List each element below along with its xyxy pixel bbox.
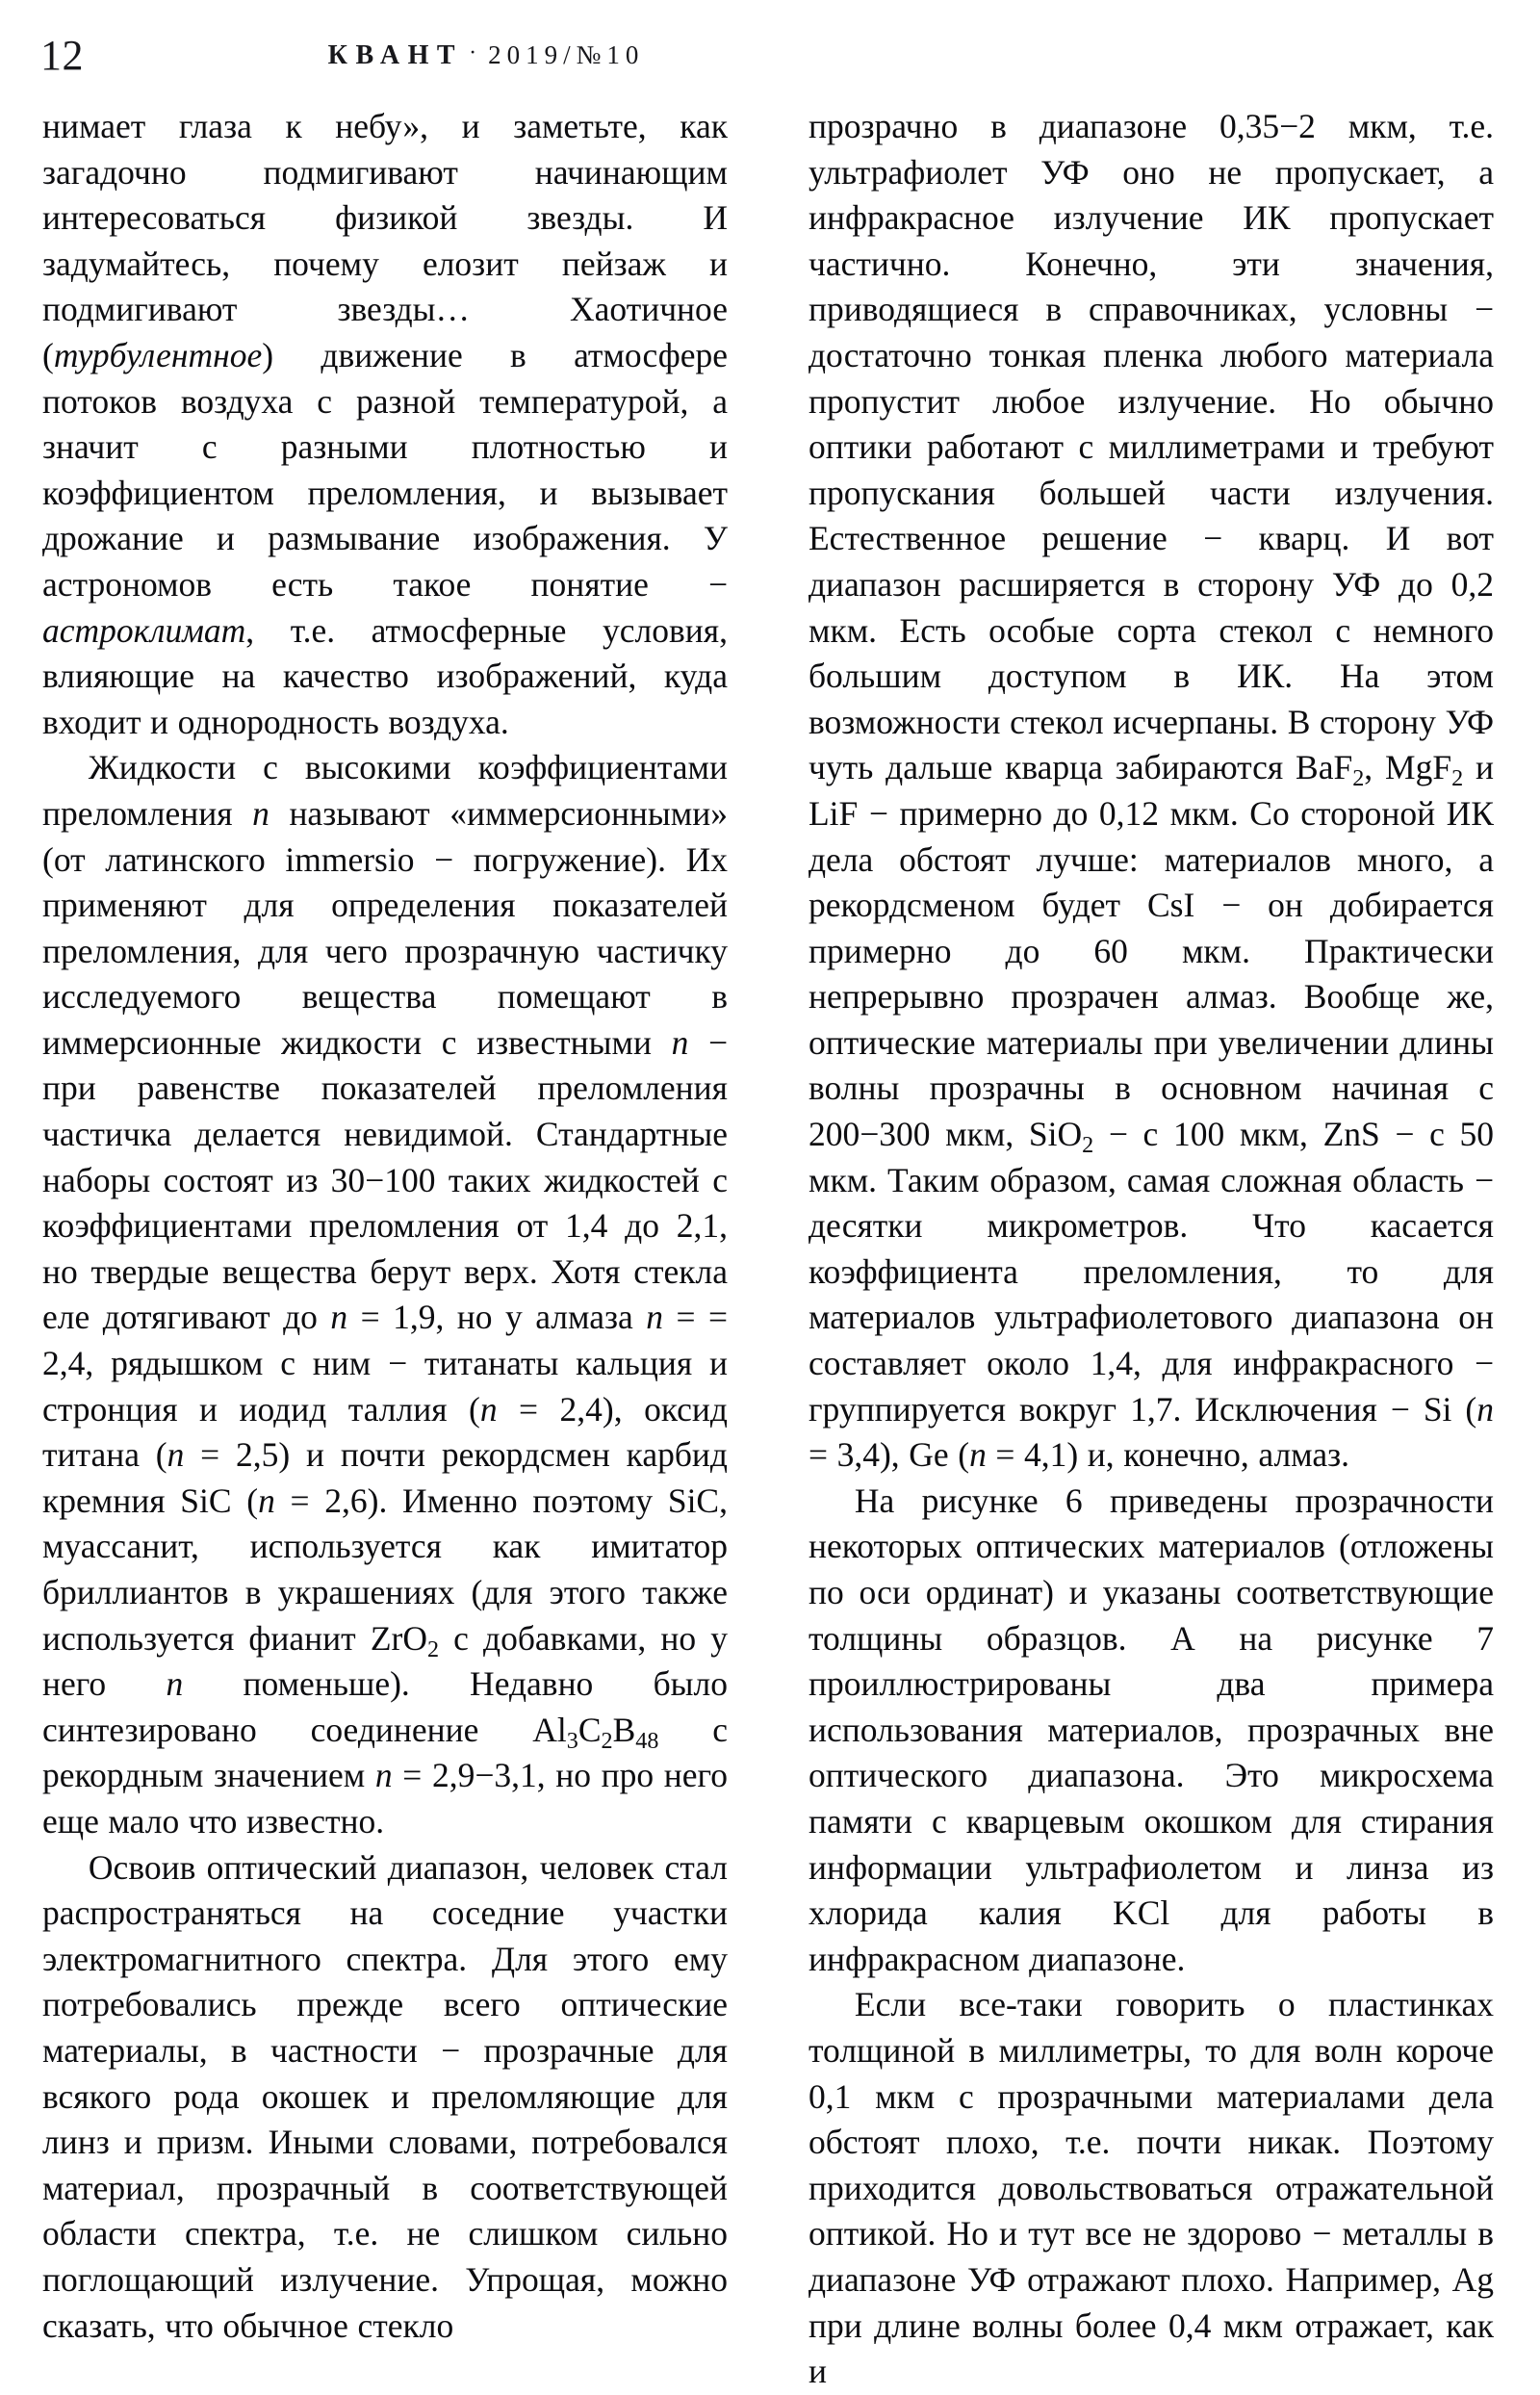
paragraph: Жидкости с высокими коэффициентами преломления n называют «иммерсионными» (от латинского immersio − погружение). Их применяют для определения показателей преломления, для чего прозрачную частичку исследуемого вещества помещают в иммерсионные жидкости с известными n − при равенстве показателей преломления частичка делается невидимой. Стандартные наборы состоят из 30−100 таких жидкостей с коэффициентами преломления от 1,4 до 2,1, но твердые вещества берут верх. Хотя стекла еле дотягивают до n = 1,9, но у алмаза n = = 2,4, рядышком с ним − титанаты кальция и стронция и иодид таллия (n = 2,4), оксид титана (n = 2,5) и почти рекордсмен карбид кремния SiC (n = 2,6). Именно поэтому SiC, муассанит, используется как имитатор бриллиантов в украшениях (для этого также используется фианит ZrO$_2$ с добавками, но у него n поменьше). Недавно было синтезировано соединение $Al_3C_2B_{48}$ с рекордным значением n = 2,9−3,1, но про него еще мало что известно.	[42, 748, 729, 1841]
column-left	[42, 104, 728, 2349]
issue-number: 2019/№10	[488, 40, 645, 69]
running-head	[0, 27, 1540, 94]
column-right	[808, 104, 1494, 2395]
paragraph: На рисунке 6 приведены прозрачности некоторых оптических материалов (отложены по оси ординат) и указаны соответствующие толщины образцов. А на рисунке 7 проиллюстрированы два примера использования материалов, прозрачных вне оптического диапазона. Это микросхема памяти с кварцевым окошком для стирания информации ультрафиолетом и линза из хлорида калия KCl для работы в инфракрасном диапазоне.	[808, 1481, 1494, 1978]
paragraph: нимает глаза к небу», и заметьте, как загадочно подмигивают начинающим интересоваться физикой звезды. И задумайтесь, почему елозит пейзаж и подмигивают звезды… Хаотичное (турбулентное) движение в атмосфере потоков воздуха с разной температурой, а значит с разными плотностью и коэффициентом преломления, и вызывает дрожание и размывание изображения. У астрономов есть такое понятие − астроклимат, т.е. атмосферные условия, влияющие на качество изображений, куда входит и однородность воздуха.	[42, 107, 728, 741]
running-head-separator: ·	[469, 40, 477, 65]
journal-title: КВАНТ	[327, 40, 464, 70]
body-columns	[0, 104, 1540, 2391]
paragraph: прозрачно в диапазоне 0,35−2 мкм, т.е. ультрафиолет УФ оно не пропускает, а инфракрасное излучение ИК пропускает частично. Конечно, эти значения, приводящиеся в справочниках, условны − достаточно тонкая пленка любого материала пропустит любое излучение. Но обычно оптики работают с миллиметрами и требуют пропускания большей части излучения. Естественное решение − кварц. И вот диапазон расширяется в сторону УФ до 0,2 мкм. Есть особые сорта стекол с немного большим доступом в ИК. На этом возможности стекол исчерпаны. В сторону УФ чуть дальше кварца забираются BaF$_2$, MgF$_2$ и LiF − примерно до 0,12 мкм. Со стороной ИК дела обстоят лучше: материалов много, а рекордсменом будет CsI − он добирается примерно до 60 мкм. Практически непрерывно прозрачен алмаз. Вообще же, оптические материалы при увеличении длины волны прозрачны в основном начиная с 200−300 мкм, SiO$_2$ − с 100 мкм, ZnS − с 50 мкм. Таким образом, самая сложная область − десятки микрометров. Что касается коэффициента преломления, то для материалов ультрафиолетового диапазона он составляет около 1,4, для инфракрасного − группируется вокруг 1,7. Исключения − Si (n = 3,4), Ge (n = 4,1) и, конечно, алмаз.	[808, 107, 1494, 1475]
paragraph: Освоив оптический диапазон, человек стал распространяться на соседние участки электромагнитного спектра. Для этого ему потребовались прежде всего оптические материалы, в частности − прозрачные для всякого рода окошек и преломляющие для линз и призм. Иными словами, потребовался материал, прозрачный в соответствующей области спектра, т.е. не слишком сильно поглощающий излучение. Упрощая, можно сказать, что обычное стекло	[42, 1847, 728, 2345]
page-number: 12	[40, 32, 84, 79]
running-head-center	[0, 33, 972, 79]
paragraph: Если все-таки говорить о пластинках толщиной в миллиметры, то для волн короче 0,1 мкм с прозрачными материалами дела обстоят плохо, т.е. почти никак. Поэтому приходится довольствоваться отражательной оптикой. Но и тут все не здорово − металлы в диапазоне УФ отражают плохо. Например, Ag при длине волны более 0,4 мкм отражает, как и	[808, 1985, 1494, 2391]
